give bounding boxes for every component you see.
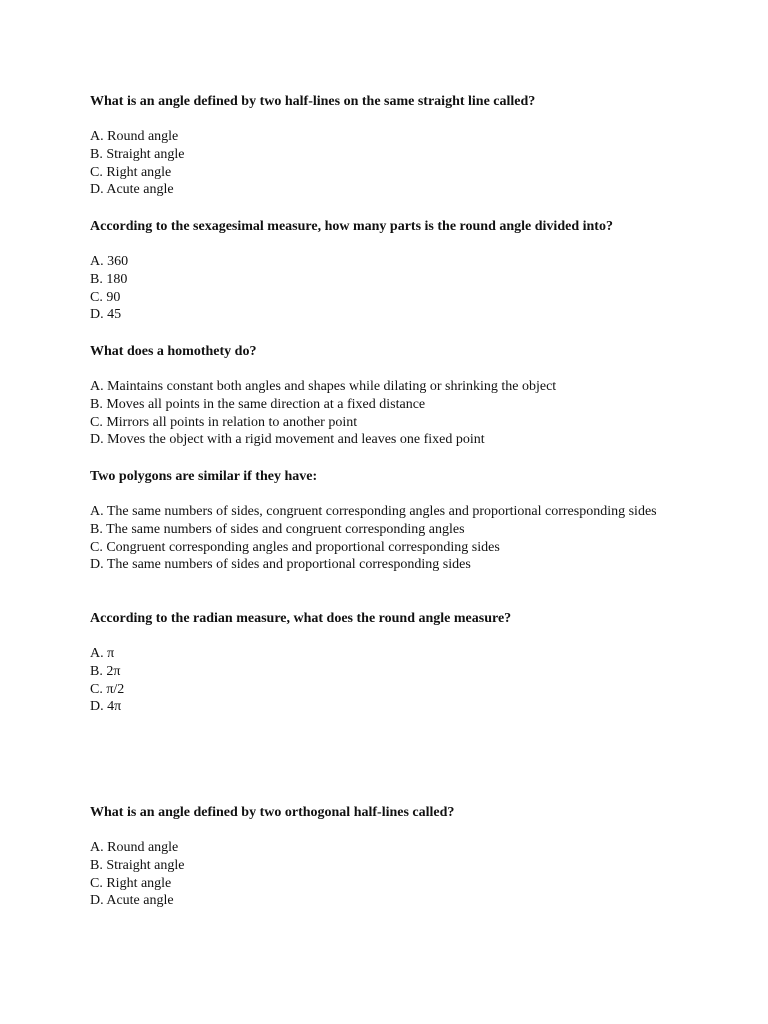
- question-5-options: [90, 645, 680, 716]
- question-4-option-a: A. The same numbers of sides, congruent corresponding angles and proportional corresponding sides: [90, 504, 657, 519]
- question-3-option-b: B. Moves all points in the same direction at a fixed distance: [90, 396, 426, 412]
- question-4-options: [90, 503, 680, 574]
- question-2-option-d: D. 45: [90, 307, 122, 323]
- question-6-option-c: C. Right angle: [90, 875, 172, 891]
- question-5-option-d: D. 4π: [90, 699, 122, 715]
- question-2-text: According to the sexagesimal measure, how many parts is the round angle divided into?: [90, 219, 613, 234]
- question-6-option-a: A. Round angle: [90, 840, 179, 855]
- question-3-text: What does a homothety do?: [90, 344, 257, 359]
- question-1-options: [90, 128, 680, 199]
- question-6-option-b: B. Straight angle: [90, 857, 185, 873]
- question-block-2: [90, 218, 680, 324]
- question-5-text: According to the radian measure, what does the round angle measure?: [90, 611, 512, 626]
- question-2-options: [90, 253, 680, 324]
- question-2-option-c: C. 90: [90, 289, 121, 305]
- question-6-text: What is an angle defined by two orthogonal half-lines called?: [90, 805, 455, 820]
- question-5-option-b: B. 2π: [90, 663, 121, 679]
- question-2-option-a: A. 360: [90, 254, 129, 269]
- question-4-option-b: B. The same numbers of sides and congruent corresponding angles: [90, 521, 465, 537]
- question-6-options: [90, 839, 680, 910]
- question-block-5: [90, 610, 680, 716]
- question-3-option-d: D. Moves the object with a rigid movement and leaves one fixed point: [90, 432, 485, 448]
- question-2-option-b: B. 180: [90, 271, 128, 287]
- question-block-1: [90, 93, 680, 199]
- question-5-option-a: A. π: [90, 646, 115, 661]
- question-5-option-c: C. π/2: [90, 681, 125, 697]
- question-block-6: [90, 804, 680, 910]
- question-1-option-a: A. Round angle: [90, 129, 179, 144]
- question-1-text: What is an angle defined by two half-lines on the same straight line called?: [90, 94, 536, 109]
- question-block-3: [90, 343, 680, 449]
- question-3-option-a: A. Maintains constant both angles and shapes while dilating or shrinking the object: [90, 379, 557, 394]
- question-1-option-d: D. Acute angle: [90, 182, 174, 198]
- question-3-option-c: C. Mirrors all points in relation to another point: [90, 414, 358, 430]
- question-1-option-c: C. Right angle: [90, 164, 172, 180]
- question-4-option-c: C. Congruent corresponding angles and proportional corresponding sides: [90, 539, 500, 555]
- question-4-text: Two polygons are similar if they have:: [90, 469, 318, 484]
- question-4-option-d: D. The same numbers of sides and proportional corresponding sides: [90, 557, 471, 573]
- question-1-option-b: B. Straight angle: [90, 146, 185, 162]
- question-block-4: [90, 468, 680, 574]
- question-6-option-d: D. Acute angle: [90, 893, 174, 909]
- question-3-options: [90, 378, 680, 449]
